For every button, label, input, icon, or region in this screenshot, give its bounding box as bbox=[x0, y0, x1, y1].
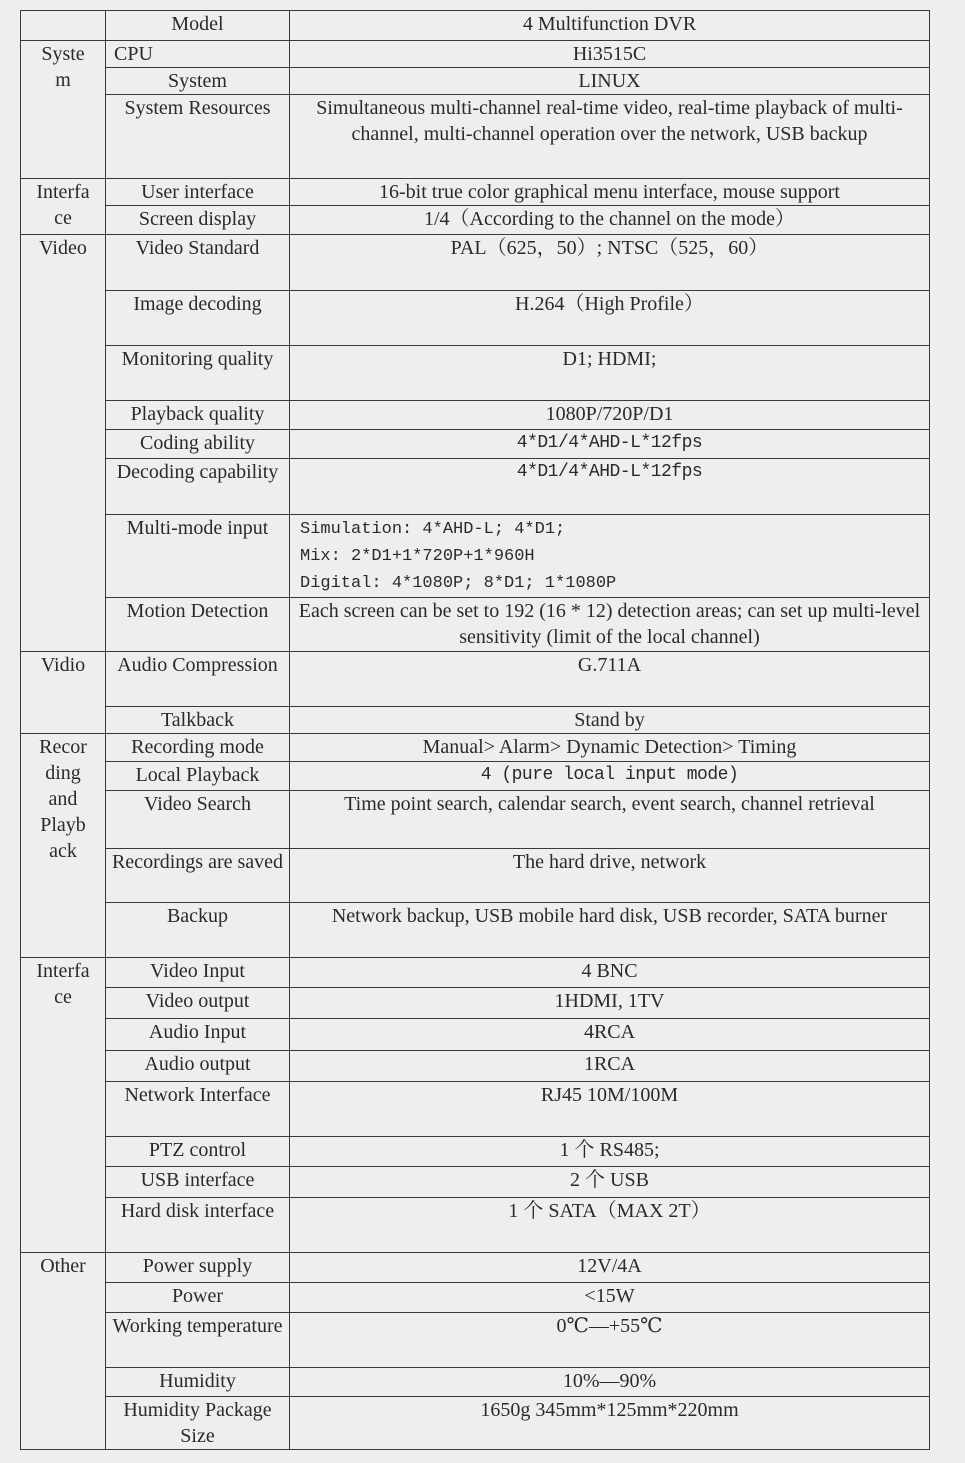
spec-label: Video output bbox=[106, 988, 290, 1019]
category-label: ce bbox=[54, 986, 72, 1008]
spec-label: Coding ability bbox=[106, 430, 290, 459]
spec-label: Motion Detection bbox=[106, 598, 290, 652]
category-cell bbox=[21, 652, 106, 734]
spec-label: Humidity bbox=[106, 1368, 290, 1397]
spec-label: Recordings are saved bbox=[106, 849, 290, 903]
spec-row bbox=[21, 1082, 930, 1137]
spec-label: Power bbox=[106, 1283, 290, 1313]
spec-row bbox=[21, 41, 930, 68]
spec-label: Monitoring quality bbox=[106, 346, 290, 401]
spec-row bbox=[21, 459, 930, 515]
category-label: Syste bbox=[41, 43, 85, 65]
spec-label: Audio Input bbox=[106, 1019, 290, 1051]
spec-value: 4 Multifunction DVR bbox=[290, 11, 930, 41]
spec-row bbox=[21, 1368, 930, 1397]
spec-row bbox=[21, 95, 930, 179]
spec-value: 4RCA bbox=[290, 1019, 930, 1051]
spec-label: Decoding capability bbox=[106, 459, 290, 515]
category-cell bbox=[21, 11, 106, 41]
spec-label: Multi-mode input bbox=[106, 515, 290, 598]
spec-row bbox=[21, 1167, 930, 1198]
category-cell bbox=[21, 958, 106, 1253]
spec-row bbox=[21, 1198, 930, 1253]
category-cell bbox=[21, 734, 106, 958]
spec-row bbox=[21, 1253, 930, 1283]
category-cell bbox=[21, 235, 106, 652]
spec-label: System bbox=[106, 68, 290, 95]
category-label: Other bbox=[40, 1255, 86, 1277]
spec-row bbox=[21, 11, 930, 41]
spec-value: <15W bbox=[290, 1283, 930, 1313]
spec-label: Playback quality bbox=[106, 401, 290, 430]
category-cell bbox=[21, 179, 106, 235]
spec-label: Model bbox=[106, 11, 290, 41]
spec-row bbox=[21, 762, 930, 791]
spec-value-line: Mix: 2*D1+1*720P+1*960H bbox=[300, 547, 535, 566]
category-cell bbox=[21, 1253, 106, 1450]
spec-row bbox=[21, 1397, 930, 1450]
spec-row bbox=[21, 179, 930, 206]
spec-label: Video Search bbox=[106, 791, 290, 849]
category-label: Vidio bbox=[40, 654, 86, 676]
spec-value: Network backup, USB mobile hard disk, USB recorder, SATA burner bbox=[290, 903, 930, 958]
spec-value: 1RCA bbox=[290, 1051, 930, 1082]
spec-value: Manual> Alarm> Dynamic Detection> Timing bbox=[290, 734, 930, 762]
spec-row bbox=[21, 1051, 930, 1082]
spec-value: 1 个 RS485; bbox=[290, 1137, 930, 1167]
spec-label: Audio Compression bbox=[106, 652, 290, 707]
spec-value: D1; HDMI; bbox=[290, 346, 930, 401]
spec-row bbox=[21, 68, 930, 95]
category-label: Video bbox=[39, 237, 87, 259]
spec-value: 0℃—+55℃ bbox=[290, 1313, 930, 1368]
spec-value: H.264（High Profile） bbox=[290, 291, 930, 346]
spec-row bbox=[21, 598, 930, 652]
spec-value-line: Simulation: 4*AHD-L; 4*D1; bbox=[300, 520, 566, 539]
spec-value: 4 (pure local input mode) bbox=[290, 762, 930, 791]
spec-value: 1/4（According to the channel on the mode） bbox=[290, 206, 930, 235]
spec-value: 12V/4A bbox=[290, 1253, 930, 1283]
spec-value: 4 BNC bbox=[290, 958, 930, 988]
spec-label: Audio output bbox=[106, 1051, 290, 1082]
spec-row bbox=[21, 1283, 930, 1313]
spec-value: PAL（625，50）; NTSC（525，60） bbox=[290, 235, 930, 291]
spec-row bbox=[21, 734, 930, 762]
category-label: Recor bbox=[39, 736, 87, 758]
spec-row bbox=[21, 958, 930, 988]
spec-value: 16-bit true color graphical menu interface, mouse support bbox=[290, 179, 930, 206]
spec-value: Time point search, calendar search, event search, channel retrieval bbox=[290, 791, 930, 849]
spec-value: LINUX bbox=[290, 68, 930, 95]
spec-label: Backup bbox=[106, 903, 290, 958]
spec-label: USB interface bbox=[106, 1167, 290, 1198]
spec-value: 1650g 345mm*125mm*220mm bbox=[290, 1397, 930, 1450]
spec-value: Stand by bbox=[290, 707, 930, 734]
spec-row bbox=[21, 235, 930, 291]
spec-label: User interface bbox=[106, 179, 290, 206]
category-label: Playb bbox=[40, 814, 86, 836]
spec-row bbox=[21, 430, 930, 459]
category-label: Interfa bbox=[36, 960, 90, 982]
spec-row bbox=[21, 1137, 930, 1167]
spec-label: Recording mode bbox=[106, 734, 290, 762]
spec-label: CPU bbox=[106, 41, 290, 68]
spec-row bbox=[21, 791, 930, 849]
spec-label: PTZ control bbox=[106, 1137, 290, 1167]
category-label: ding bbox=[45, 762, 81, 784]
spec-label: Power supply bbox=[106, 1253, 290, 1283]
spec-value: Simultaneous multi-channel real-time video, real-time playback of multi-channel, multi-channel operation over the network, USB backup bbox=[290, 95, 930, 179]
spec-row bbox=[21, 515, 930, 598]
spec-value: RJ45 10M/100M bbox=[290, 1082, 930, 1137]
spec-label: Network Interface bbox=[106, 1082, 290, 1137]
spec-table bbox=[20, 10, 930, 1450]
category-label: ack bbox=[49, 840, 77, 862]
spec-value-line: Digital: 4*1080P; 8*D1; 1*1080P bbox=[300, 574, 617, 593]
spec-value: 4*D1/4*AHD-L*12fps bbox=[290, 459, 930, 515]
spec-row bbox=[21, 652, 930, 707]
spec-row bbox=[21, 988, 930, 1019]
spec-row bbox=[21, 707, 930, 734]
spec-label: Hard disk interface bbox=[106, 1198, 290, 1253]
spec-value: 10%—90% bbox=[290, 1368, 930, 1397]
spec-value: 4*D1/4*AHD-L*12fps bbox=[290, 430, 930, 459]
spec-label: Image decoding bbox=[106, 291, 290, 346]
spec-value: 1 个 SATA（MAX 2T） bbox=[290, 1198, 930, 1253]
spec-label: Working temperature bbox=[106, 1313, 290, 1368]
category-label: m bbox=[55, 69, 71, 91]
spec-value: The hard drive, network bbox=[290, 849, 930, 903]
spec-value: Hi3515C bbox=[290, 41, 930, 68]
spec-row bbox=[21, 206, 930, 235]
spec-row bbox=[21, 401, 930, 430]
category-label: Interfa bbox=[36, 181, 90, 203]
spec-label: Local Playback bbox=[106, 762, 290, 791]
spec-label: Video Input bbox=[106, 958, 290, 988]
category-label: and bbox=[48, 788, 78, 810]
spec-label: System Resources bbox=[106, 95, 290, 179]
spec-row bbox=[21, 1313, 930, 1368]
spec-row bbox=[21, 903, 930, 958]
spec-value: 2 个 USB bbox=[290, 1167, 930, 1198]
category-label: ce bbox=[54, 207, 72, 229]
spec-value: G.711A bbox=[290, 652, 930, 707]
spec-row bbox=[21, 346, 930, 401]
spec-table-body bbox=[21, 11, 930, 1450]
spec-value: 1HDMI, 1TV bbox=[290, 988, 930, 1019]
spec-value bbox=[290, 515, 930, 598]
spec-row bbox=[21, 291, 930, 346]
spec-label: Humidity Package Size bbox=[106, 1397, 290, 1450]
spec-label: Screen display bbox=[106, 206, 290, 235]
spec-label: Video Standard bbox=[106, 235, 290, 291]
category-cell bbox=[21, 41, 106, 179]
spec-label: Talkback bbox=[106, 707, 290, 734]
spec-row bbox=[21, 849, 930, 903]
spec-value: 1080P/720P/D1 bbox=[290, 401, 930, 430]
spec-value: Each screen can be set to 192 (16 * 12) detection areas; can set up multi-level sensitivity (limit of the local channel) bbox=[290, 598, 930, 652]
spec-row bbox=[21, 1019, 930, 1051]
